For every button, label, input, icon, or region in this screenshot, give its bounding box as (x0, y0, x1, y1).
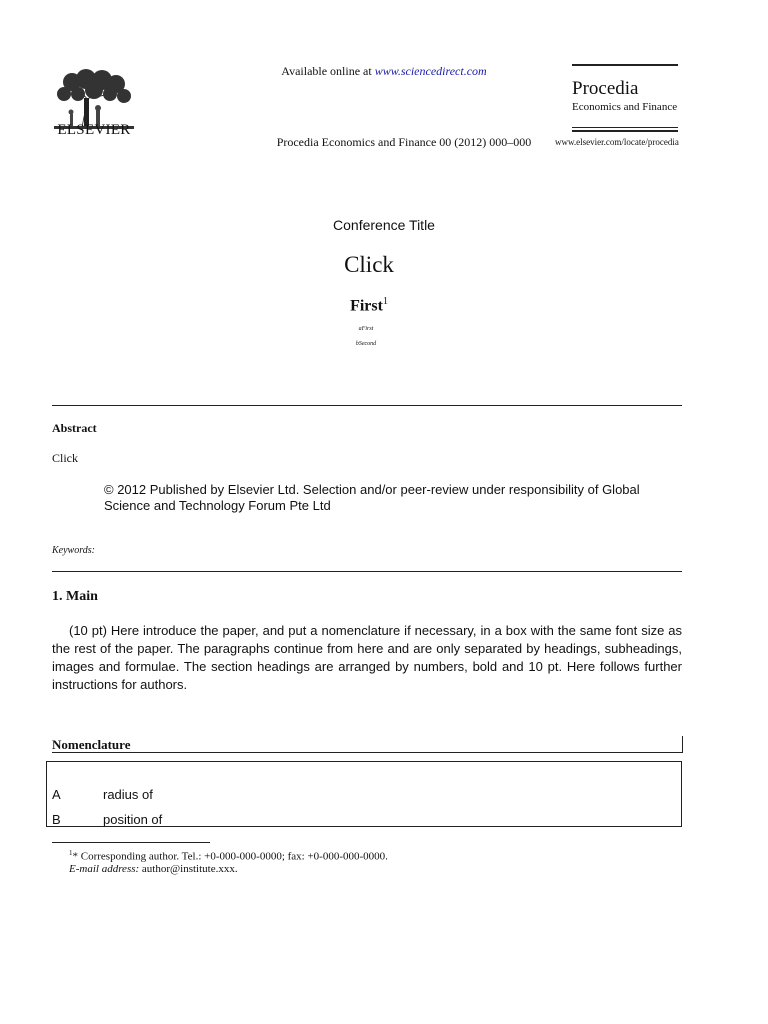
author-superscript: 1 (382, 296, 388, 307)
section-body: (10 pt) Here introduce the paper, and put a nomenclature if necessary, in a box with the same font size as the rest of the paper. The paragraphs continue from here and are only separated by headings, subheadings, images and formulae. The section headings are arranged by numbers, bold and 10 pt. Here follows further instructions for authors. (52, 623, 682, 692)
abstract-heading: Abstract (52, 421, 97, 435)
publisher-name: ELSEVIER (57, 122, 131, 138)
abstract-bottom-rule (52, 571, 682, 572)
corresponding-author-footnote (69, 849, 388, 863)
email-label: E-mail address: (69, 863, 140, 875)
procedia-rule-top (572, 64, 678, 66)
conference-title: Conference Title (333, 217, 435, 233)
nomenclature-tick (682, 736, 683, 753)
available-online (0, 64, 768, 79)
available-prefix: Available online at (281, 64, 375, 78)
procedia-subtitle: Economics and Finance (572, 101, 678, 113)
footnote-contact: * Corresponding author. Tel.: +0-000-000-0000; fax: +0-000-000-0000. (72, 850, 388, 863)
footnote-rule (52, 842, 210, 843)
affiliation-1: aFirst (358, 326, 374, 332)
email-address[interactable]: author@institute.xxx. (139, 863, 238, 875)
procedia-url[interactable]: www.elsevier.com/locate/procedia (555, 137, 679, 147)
nomenclature-underline (52, 752, 682, 753)
author-name (0, 296, 738, 315)
affiliation-2: bSecond (355, 341, 377, 347)
sciencedirect-link[interactable]: www.sciencedirect.com (374, 64, 487, 78)
email-footnote (69, 863, 238, 875)
nomenclature-symbol: A (52, 787, 61, 802)
procedia-rule-bottom (572, 127, 678, 128)
footnote-marker: 1 (69, 849, 73, 857)
section-heading: 1. Main (52, 589, 98, 604)
keywords-label: Keywords: (52, 545, 95, 556)
abstract-top-rule (52, 405, 682, 406)
procedia-title: Procedia (572, 78, 639, 99)
nomenclature-heading: Nomenclature (52, 737, 131, 752)
nomenclature-definition: radius of (103, 787, 153, 802)
copyright-notice: © 2012 Published by Elsevier Ltd. Selection and/or peer-review under responsibility of Global Science and Technology Forum Pte Ltd (104, 482, 640, 513)
procedia-rule-bottom-thick (572, 130, 678, 132)
abstract-text: Click (52, 451, 78, 465)
journal-reference: Procedia Economics and Finance 00 (2012) 000–000 (276, 135, 532, 149)
paper-title: Click (344, 252, 394, 277)
nomenclature-symbol: B (52, 812, 61, 827)
author-text: First (350, 297, 383, 315)
nomenclature-definition: position of (103, 812, 163, 827)
